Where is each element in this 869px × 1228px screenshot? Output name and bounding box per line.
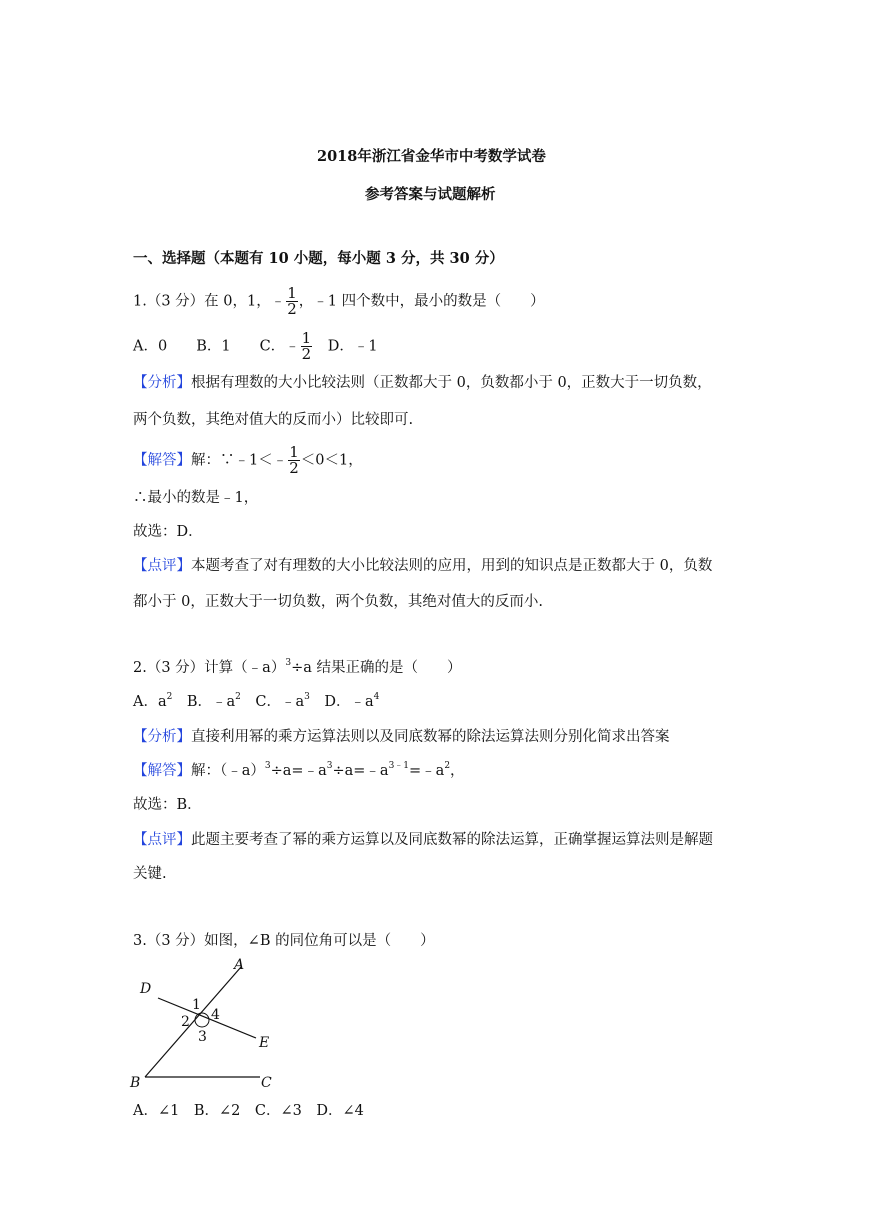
q2-answer-e1: 3 bbox=[264, 761, 271, 771]
q1-answer-line3: 故选：D． bbox=[133, 524, 203, 540]
q1-comment-text: 本题考查了对有理数的大小比较法则的应用，用到的知识点是正数都大于 0，负数 bbox=[191, 558, 713, 574]
q2-opt-a-exp: 2 bbox=[166, 692, 173, 702]
q1-option-c-num: 1 bbox=[301, 329, 312, 347]
q2-answer-c: ÷a=﹣a bbox=[332, 763, 389, 779]
q3-figure bbox=[128, 955, 288, 1095]
q1-stem bbox=[133, 286, 545, 317]
q3-options: A．∠1 B．∠2 C．∠3 D．∠4 bbox=[133, 1103, 364, 1119]
q2-answer-a: 解：（﹣a） bbox=[191, 763, 265, 779]
q1-fraction bbox=[286, 286, 298, 317]
angle-arc bbox=[195, 1013, 209, 1027]
q1-comment bbox=[133, 556, 712, 576]
analysis-tag: 【分析】 bbox=[133, 375, 191, 391]
q1-option-c-fraction bbox=[301, 331, 313, 362]
q1-stem-b: ，﹣1 四个数中，最小的数是（ ） bbox=[298, 293, 545, 310]
section-heading: 一、选择题（本题有 10 小题，每小题 3 分，共 30 分） bbox=[133, 250, 504, 267]
q1-options bbox=[133, 331, 378, 362]
comment-tag: 【点评】 bbox=[133, 558, 191, 574]
label-angle-4: 4 bbox=[211, 1007, 220, 1023]
q2-options bbox=[133, 692, 379, 712]
q1-answer-den: 2 bbox=[289, 459, 299, 477]
q2-opt-c: C．﹣a bbox=[240, 694, 305, 710]
q2-opt-b: B．﹣a bbox=[172, 694, 236, 710]
q2-answer-e2: 3 bbox=[326, 761, 333, 771]
q1-fraction-den: 2 bbox=[287, 300, 297, 318]
label-c: C bbox=[261, 1075, 272, 1091]
q1-answer-fraction bbox=[288, 445, 300, 476]
comment-tag: 【点评】 bbox=[133, 832, 191, 848]
q1-stem-a: 1.（3 分）在 0，1，﹣ bbox=[133, 293, 286, 310]
q2-answer-d: =﹣a bbox=[409, 763, 445, 779]
q2-analysis-text: 直接利用幂的乘方运算法则以及同底数幂的除法运算法则分别化简求出答案 bbox=[191, 729, 670, 745]
q1-comment-line2: 都小于 0，正数大于一切负数，两个负数，其绝对值大的反而小. bbox=[133, 594, 543, 610]
q2-answer-e3: 3﹣1 bbox=[388, 761, 410, 771]
q2-analysis bbox=[133, 727, 670, 747]
label-b: B bbox=[130, 1075, 141, 1091]
page-title: 2018年浙江省金华市中考数学试卷 bbox=[317, 148, 546, 165]
q1-analysis bbox=[133, 373, 712, 393]
q3-stem: 3.（3 分）如图，∠B 的同位角可以是（ ） bbox=[133, 933, 435, 949]
label-angle-3: 3 bbox=[198, 1029, 207, 1045]
q2-opt-c-exp: 3 bbox=[304, 692, 310, 702]
q2-answer bbox=[133, 761, 465, 781]
q1-answer-num: 1 bbox=[289, 443, 299, 461]
q2-stem-a: 2.（3 分）计算（﹣a） bbox=[133, 660, 286, 676]
q1-answer-a: 解：∵﹣1＜﹣ bbox=[191, 452, 288, 469]
q2-answer-end: ， bbox=[450, 763, 465, 779]
q2-stem-b: ÷a 结果正确的是（ ） bbox=[291, 660, 462, 676]
q2-answer-line2: 故选：B． bbox=[133, 797, 202, 813]
q2-comment-line2: 关键. bbox=[133, 866, 167, 882]
analysis-tag: 【分析】 bbox=[133, 729, 191, 745]
q1-option-c-den: 2 bbox=[301, 345, 312, 363]
q2-opt-d-exp: 4 bbox=[373, 692, 380, 702]
q2-comment-text: 此题主要考查了幂的乘方运算以及同底数幂的除法运算，正确掌握运算法则是解题 bbox=[191, 832, 713, 848]
q2-opt-a: A．a bbox=[133, 694, 167, 710]
label-e: E bbox=[259, 1035, 270, 1051]
answer-tag: 【解答】 bbox=[133, 763, 191, 779]
q2-answer-b: ÷a=﹣a bbox=[270, 763, 327, 779]
label-d: D bbox=[140, 981, 152, 997]
answer-tag: 【解答】 bbox=[133, 452, 191, 469]
q2-comment bbox=[133, 830, 713, 850]
q1-options-a: A．0 B．1 C． bbox=[133, 338, 286, 355]
q1-answer-b: ＜0＜1， bbox=[300, 452, 363, 469]
page-subtitle: 参考答案与试题解析 bbox=[365, 186, 496, 203]
label-a: A bbox=[234, 957, 245, 973]
q1-option-c-minus: ﹣ bbox=[285, 338, 300, 355]
q1-options-b: D．﹣1 bbox=[327, 338, 378, 355]
label-angle-2: 2 bbox=[181, 1014, 190, 1030]
q1-analysis-text: 根据有理数的大小比较法则（正数都大于 0，负数都小于 0，正数大于一切负数， bbox=[191, 375, 712, 391]
q2-stem bbox=[133, 658, 461, 678]
q2-opt-b-exp: 2 bbox=[235, 692, 241, 702]
q2-answer-e4: 2 bbox=[444, 761, 451, 771]
q1-answer bbox=[133, 445, 363, 476]
line-ba bbox=[145, 967, 241, 1077]
q1-fraction-num: 1 bbox=[287, 284, 297, 302]
q2-opt-d: D．﹣a bbox=[309, 694, 374, 710]
line-de bbox=[158, 998, 256, 1038]
label-angle-1: 1 bbox=[192, 997, 201, 1013]
q1-answer-line2: ∴最小的数是﹣1， bbox=[133, 490, 259, 506]
q1-analysis-line2: 两个负数，其绝对值大的反而小）比较即可. bbox=[133, 412, 414, 428]
q2-stem-exp: 3 bbox=[285, 658, 292, 668]
